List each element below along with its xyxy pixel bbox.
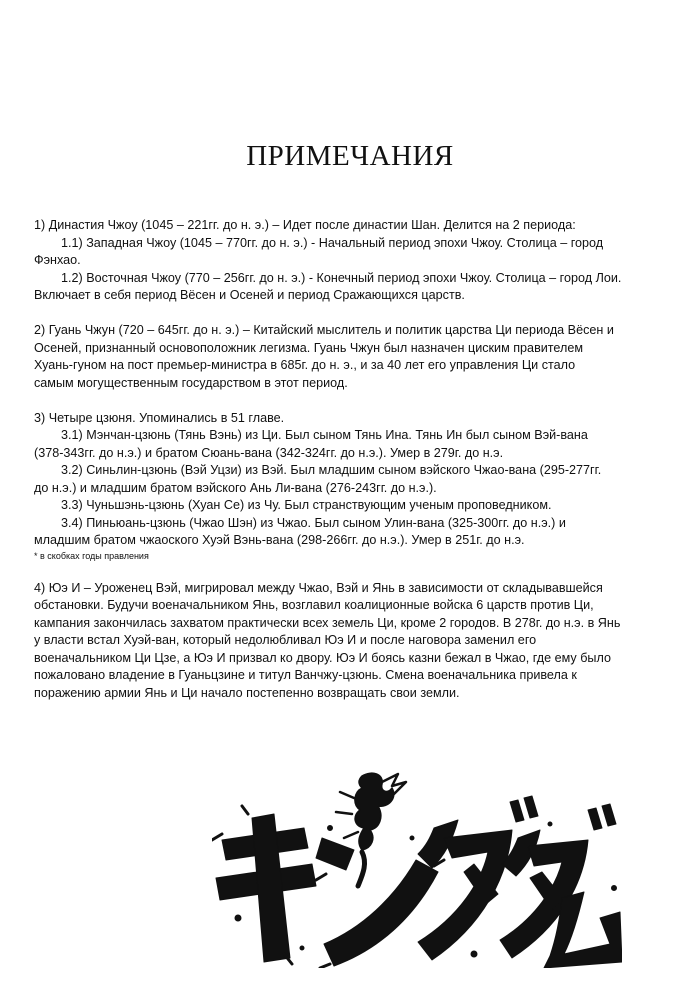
note-3	[34, 410, 670, 562]
note-3-4-line-2: младшим братом чжаоского Хуэй Вэнь-вана (298-266гг. до н.э.). Умер в 251г. до н.э.	[34, 533, 525, 547]
logo-char-ki	[212, 806, 326, 964]
note-2-line-4: самым могущественным государством в этот период.	[34, 375, 348, 390]
note-1	[34, 217, 670, 305]
note-2	[34, 322, 670, 392]
note-4-line-4: у власти встал Хуэй-ван, который недолюбливал Юэ И и после наговора заменил его	[34, 633, 537, 647]
note-1-2-line-2: Включает в себя период Вёсен и Осеней и период Сражающихся царств.	[34, 288, 465, 302]
note-2-line-1: 2) Гуань Чжун (720 – 645гг. до н. э.) – Китайский мыслитель и политик царства Ци периода Вёсен и	[34, 323, 614, 337]
note-4-line-7: поражению армии Янь и Ци начало постепенно возвращать свои земли.	[34, 685, 460, 700]
note-4-line-6: пожаловано владение в Гуаньцзине и титул Ванчжу-цзюнь. Смена военачальника привела к	[34, 668, 577, 682]
page-title: ПРИМЕЧАНИЯ	[246, 140, 454, 172]
note-1-heading: 1) Династия Чжоу (1045 – 221гг. до н. э.) – Идет после династии Шан. Делится на 2 периода:	[34, 218, 576, 232]
note-3-footnote: * в скобках годы правления	[34, 550, 149, 561]
note-3-2-line-2: до н.э.) и младшим братом вэйского Ань Ли-вана (276-243гг. до н.э.).	[34, 480, 437, 495]
note-4	[34, 580, 670, 703]
note-1-2-line-1: 1.2) Восточная Чжоу (770 – 256гг. до н. э.) - Конечный период эпохи Чжоу. Столица – город Лои.	[61, 270, 622, 285]
note-4-line-1: 4) Юэ И – Уроженец Вэй, мигрировал между Чжао, Вэй и Янь в зависимости от складывавшейся	[34, 580, 603, 595]
note-1-1-line-1: 1.1) Западная Чжоу (1045 – 770гг. до н. э.) - Начальный период эпохи Чжоу. Столица – город	[61, 235, 604, 250]
note-4-line-3: кампания закончилась захватом практически всех земель Ци, кроме 2 городов. В 278г. до н.э. в Янь	[34, 615, 621, 630]
notes-body	[34, 217, 670, 720]
note-3-heading: 3) Четыре цзюня. Упоминались в 51 главе.	[34, 410, 285, 425]
note-3-2-line-1: 3.2) Синьлин-цзюнь (Вэй Уцзи) из Вэй. Был младшим сыном вэйского Чжао-вана (295-277гг.	[61, 463, 602, 477]
note-1-1-line-2: Фэнхао.	[34, 253, 81, 267]
kingdom-logo	[212, 768, 622, 968]
note-3-4-line-1: 3.4) Пиньюань-цзюнь (Чжао Шэн) из Чжао. Был сыном Улин-вана (325-300гг. до н.э.) и	[61, 515, 566, 530]
note-3-1-line-2: (378-343гг. до н.э.) и братом Сюань-вана (342-324гг. до н.э.). Умер в 279г. до н.э.	[34, 445, 504, 460]
note-2-line-3: Хуань-гуном на пост премьер-министра в 685г. до н. э., и за 40 лет его управления Ци стало	[34, 358, 576, 372]
note-4-line-2: обстановки. Будучи военачальником Янь, возглавил коалиционные войска 6 царств против Ци,	[34, 598, 594, 612]
note-2-line-2: Осеней, признанный основоположник легизма. Гуань Чжун был назначен циским правителем	[34, 340, 584, 355]
note-4-line-5: военачальником Ци Цзе, а Юэ И призвал ко двору. Юэ И боясь казни бежал в Чжао, где ему было	[34, 650, 611, 665]
note-3-1-line-1: 3.1) Мэнчан-цзюнь (Тянь Вэнь) из Ци. Был сыном Тянь Ина. Тянь Ин был сыном Вэй-вана	[61, 428, 588, 442]
note-3-3-line-1: 3.3) Чуньшэнь-цзюнь (Хуан Се) из Чу. Был странствующим ученым проповедником.	[61, 498, 552, 512]
